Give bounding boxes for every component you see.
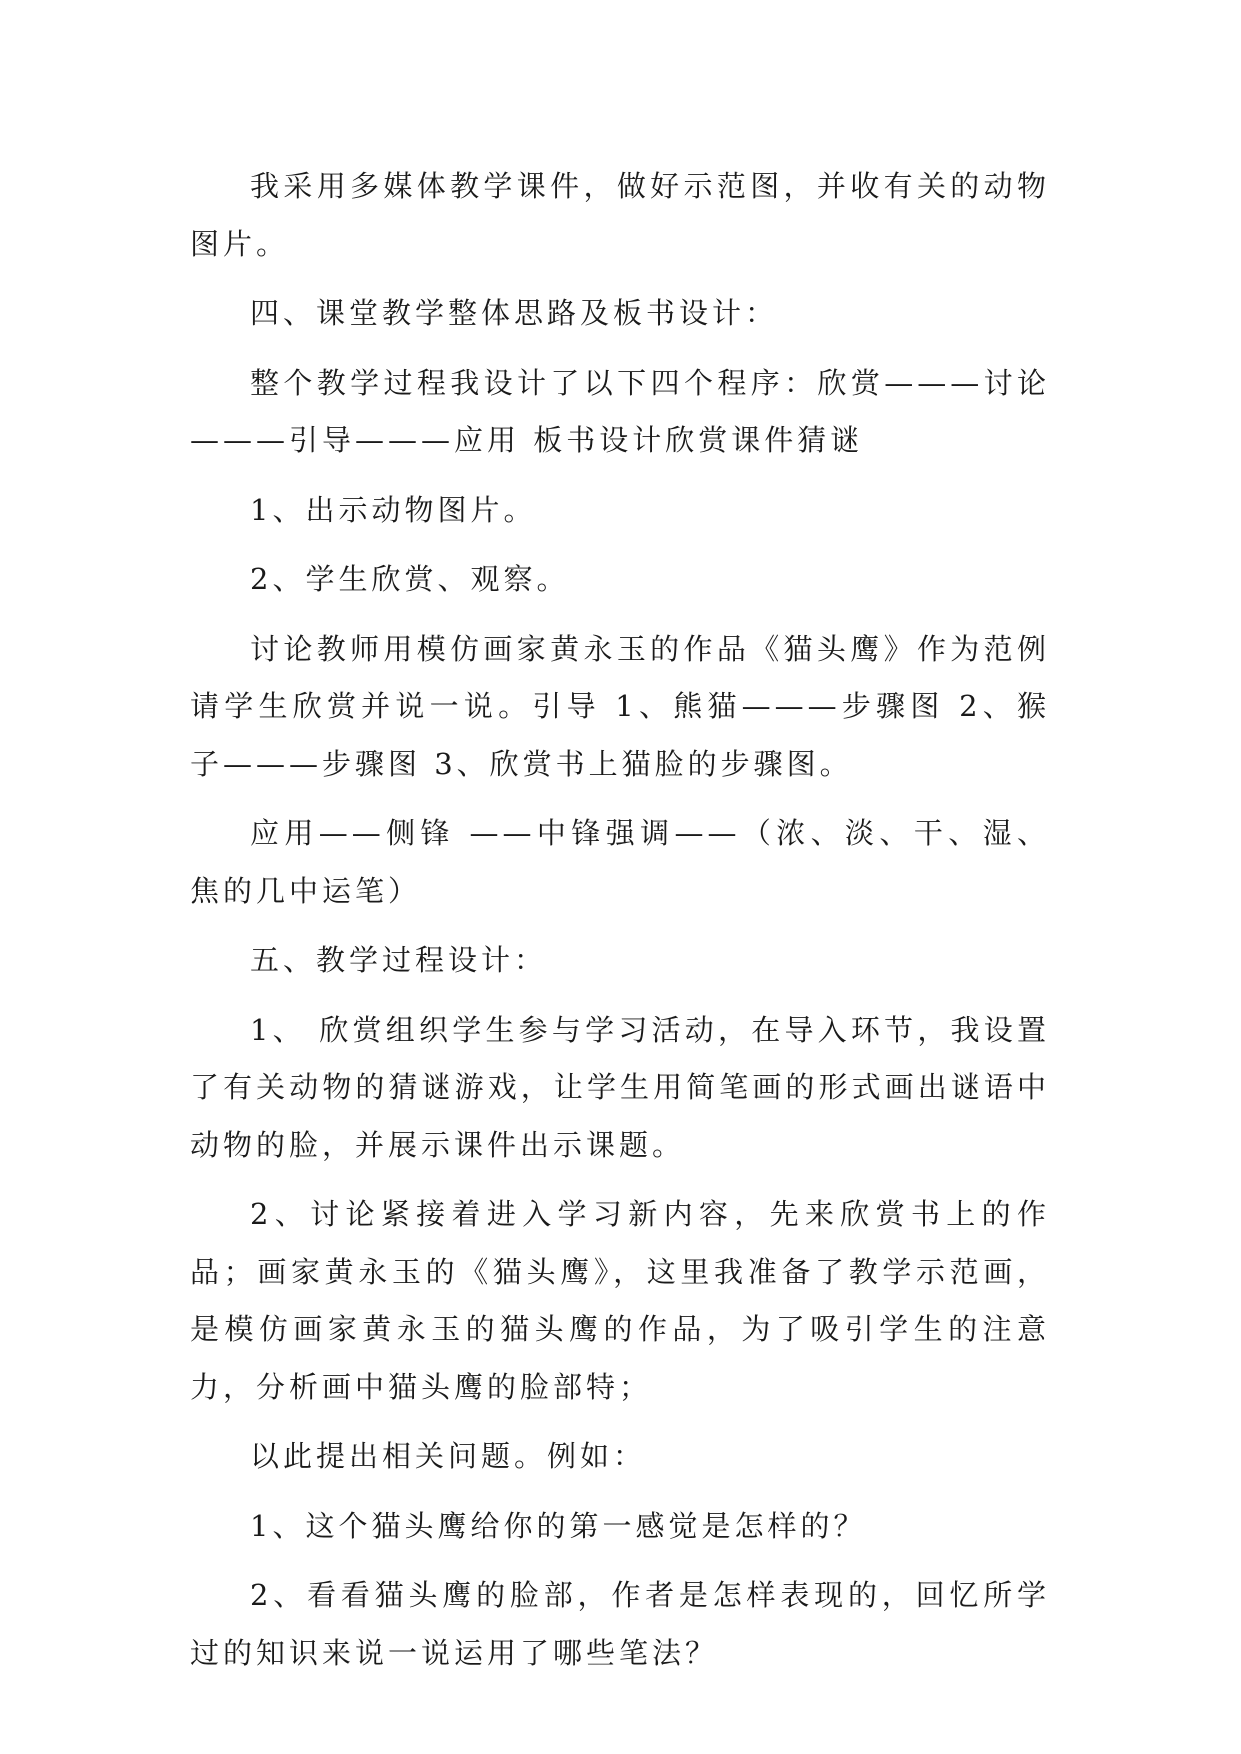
paragraph-questions-intro: 以此提出相关问题。例如： (250, 1439, 647, 1473)
paragraph-step-1: 1、 欣赏组织学生参与学习活动，在导入环节，我设置了有关动物的猜谜游戏，让学生用简笔画的形式画出谜语中动物的脸，并展示课件出示课题。 (190, 1012, 1050, 1162)
document-body (190, 158, 1050, 1694)
heading-section-five: 五、教学过程设计： (250, 943, 548, 977)
paragraph-multimedia: 我采用多媒体教学课件，做好示范图，并收有关的动物图片。 (190, 169, 1050, 261)
paragraph-application: 应用——侧锋 ——中锋强调——（浓、淡、干、湿、焦的几中运笔） (190, 816, 1050, 908)
paragraph-discussion: 讨论教师用模仿画家黄永玉的作品《猫头鹰》作为范例请学生欣赏并说一说。引导 1、熊猫———步骤图 2、猴子———步骤图 3、欣赏书上猫脸的步骤图。 (190, 631, 1050, 781)
list-item-1: 1、出示动物图片。 (250, 492, 537, 527)
list-item-2: 2、学生欣赏、观察。 (250, 562, 570, 596)
question-1: 1、这个猫头鹰给你的第一感觉是怎样的？ (250, 1508, 867, 1543)
question-2: 2、看看猫头鹰的脸部，作者是怎样表现的，回忆所学过的知识来说一说运用了哪些笔法？ (190, 1578, 1050, 1670)
paragraph-procedure: 整个教学过程我设计了以下四个程序：欣赏———讨论———引导———应用 板书设计欣赏课件猜谜 (190, 365, 1050, 457)
paragraph-step-2: 2、讨论紧接着进入学习新内容，先来欣赏书上的作品；画家黄永玉的《猫头鹰》，这里我准备了教学示范画，是模仿画家黄永玉的猫头鹰的作品，为了吸引学生的注意力，分析画中猫头鹰的脸部特； (190, 1197, 1050, 1404)
heading-section-four: 四、课堂教学整体思路及板书设计： (250, 296, 779, 330)
